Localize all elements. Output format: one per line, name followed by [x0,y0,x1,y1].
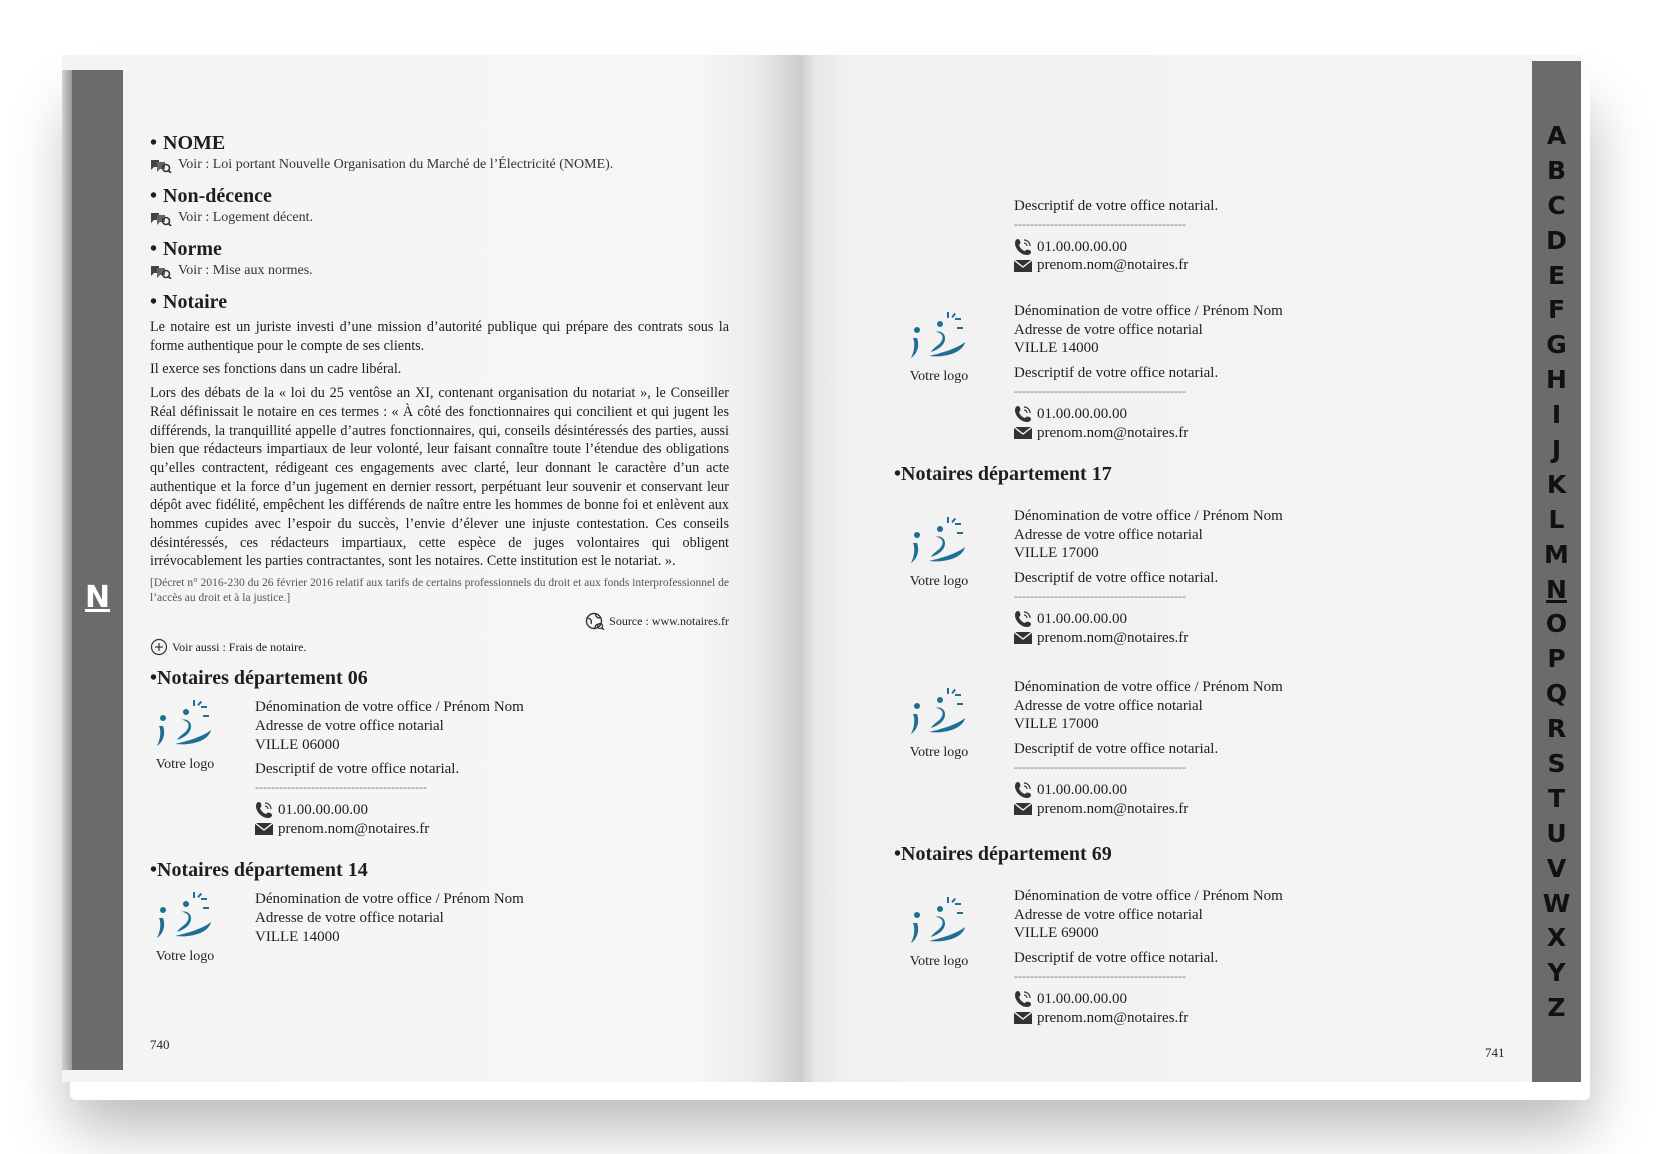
alphabet-tab-h[interactable]: H [1546,365,1567,395]
see-reference-icon [150,263,172,279]
logo-placeholder [150,698,220,773]
office-name: Dénomination de votre office / Prénom Nom [1014,508,1283,524]
alphabet-tab-n[interactable]: N [1546,574,1567,604]
notary-logo-icon [153,890,217,942]
entry-term: NOME [163,132,226,154]
office-city: VILLE 06000 [255,736,340,753]
entry-nome: • NOME Voir : Loi portant Nouvelle Organisation du Marché de l’Électricité (NOME). [150,132,614,172]
logo-placeholder [904,310,974,385]
see-reference-icon [150,210,172,226]
phone-icon [1014,610,1032,628]
mail-icon [1014,259,1032,273]
separator: ------------------------------------------- [255,780,427,793]
logo-caption: Votre logo [909,574,969,589]
entry-norme: • Norme Voir : Mise aux normes. [150,238,313,278]
mail-icon [1014,631,1032,645]
separator: ------------------------------------------- [1014,969,1186,982]
alphabet-tab-d[interactable]: D [1546,225,1567,255]
alphabet-tab-k[interactable]: K [1546,469,1567,499]
office-listing [150,690,729,858]
logo-caption: Votre logo [909,745,969,760]
entry-notaire: • Notaire Le notaire est un juriste investi d’une mission d’autorité publique qui prépare des contrats sous la forme authentique pour le compte de ses clients. Il exerce ses fonctions dans un cadre libéral. Lors des débats de la « loi du 25 ventôse an XI, contenant organisation du notariat », le Conseiller Réal définissait le notaire en ces termes : « À côté des fonctionnaires qui concilient et qui jugent les différends, la tranquillité appelle d’autres fonctionnaires, qui, conseils désintéressés des parties, aussi bien que rédacteurs impartiaux de leur volonté, leur faisant connaître toute l’étendue des obligations qu’elles contractent, rédigeant ces engagements avec clarté, leur donnant le caractère d’un acte authentique et la force d’un jugement en dernier ressort, perpétuant leur souvenir et conservant leur dépôt avec fidélité, empêchent les différends de naître entre les hommes de bonne foi et enlèvent aux hommes cupides avec l’espoir du succès, l’envie d’élever une injuste contestation. Ces conseils désintéressés, ces rédacteurs impartiaux, cette espèce de juges volontaires qui obligent irrévocablement les parties contractantes, sont les notaires. Cette institution est le notariat. ». [Décret n° 2016-230 du 26 février 2016 relatif aux tarifs de certains professionnels du droit et aux fonds interprofessionnel de l’accès au droit et à la justice.] Source : www.notaires.fr Voir aussi : Frais de notaire. [150,290,729,656]
alphabet-tab-p[interactable]: P [1547,644,1566,674]
alphabet-tab-q[interactable]: Q [1545,679,1568,709]
logo-placeholder [150,890,220,965]
office-info [1014,302,1283,442]
office-phone[interactable]: 01.00.00.00.00 [1037,610,1127,627]
office-info [255,698,524,838]
alphabet-tab-j[interactable]: J [1551,435,1562,465]
separator: ------------------------------------------- [1014,384,1186,397]
office-address: Adresse de votre office notarial [1014,697,1203,714]
definition-paragraph: Il exerce ses fonctions dans un cadre libéral. [150,361,402,378]
logo-placeholder [904,515,974,590]
logo-caption: Votre logo [155,757,215,773]
phone-icon [255,801,273,819]
letter-band [72,70,123,1070]
alphabet-tab-o[interactable]: O [1545,609,1568,639]
alphabet-index [1532,119,1581,1026]
logo-caption: Votre logo [155,949,215,965]
logo-caption: Votre logo [909,369,969,384]
alphabet-tab-u[interactable]: U [1546,818,1567,848]
alphabet-tab-y[interactable]: Y [1547,958,1566,988]
dept-14-section: •Notaires département 14 Votre logo Dénomination de votre office / Prénom Nom Adresse de votre office notarial VILLE 14000 [150,858,729,972]
logo-placeholder [904,895,974,970]
office-description: Descriptif de votre office notarial. [255,761,460,778]
office-info [1014,678,1283,818]
dept-title: Notaires département 14 [157,859,368,882]
office-city: VILLE 69000 [1014,925,1099,942]
alphabet-tab-band [1532,61,1581,1082]
entry-term: Non-décence [163,185,272,207]
office-phone[interactable]: 01.00.00.00.00 [278,801,368,818]
separator: ------------------------------------------- [1014,589,1186,602]
office-email[interactable]: prenom.nom@notaires.fr [1037,424,1189,441]
see-reference-icon [150,157,172,173]
dept-title: Notaires département 17 [901,463,1112,485]
office-description: Descriptif de votre office notarial. [1014,570,1219,587]
logo-caption: Votre logo [909,954,969,969]
dept-title: Notaires département 69 [901,843,1112,865]
phone-icon [1014,990,1032,1008]
office-email[interactable]: prenom.nom@notaires.fr [1037,800,1189,817]
phone-icon [1014,405,1032,423]
alphabet-tab-f[interactable]: F [1547,295,1566,325]
office-name: Dénomination de votre office / Prénom Nom [1014,679,1283,695]
dept-06-section: •Notaires département 06 Votre logo Dénomination de votre office / Prénom Nom Adresse de votre office notarial VILLE 06000 Descriptif de votre office notarial. ------------------------------------------- 01.00.00.00.00 prenom.nom@notaires.fr [150,666,729,858]
notary-logo-icon [907,310,971,362]
office-name: Dénomination de votre office / Prénom Nom [255,699,524,716]
entry-term: Notaire [163,291,228,313]
notary-logo-icon [153,698,217,750]
office-city: VILLE 14000 [255,928,340,945]
entry-term: Norme [163,238,222,260]
office-phone[interactable]: 01.00.00.00.00 [1037,781,1127,798]
office-email[interactable]: prenom.nom@notaires.fr [1037,629,1189,646]
alphabet-tab-i[interactable]: I [1551,400,1562,430]
office-email[interactable]: prenom.nom@notaires.fr [1037,257,1189,274]
alphabet-tab-t[interactable]: T [1547,783,1566,813]
right-page [799,55,1581,1082]
alphabet-tab-v[interactable]: V [1546,853,1567,883]
dept-69-title: •Notaires département 69 [894,843,1112,865]
office-city: VILLE 17000 [1014,716,1099,733]
page-edge [62,70,72,1070]
office-email[interactable]: prenom.nom@notaires.fr [278,820,430,837]
office-email[interactable]: prenom.nom@notaires.fr [1037,1009,1189,1026]
office-name: Dénomination de votre office / Prénom Nom [255,891,524,908]
mail-icon [1014,1011,1032,1025]
office-description: Descriptif de votre office notarial. [1014,198,1219,214]
office-description: Descriptif de votre office notarial. [1014,950,1219,967]
office-description: Descriptif de votre office notarial. [1014,741,1219,758]
mail-icon [1014,426,1032,440]
mail-icon [255,822,273,836]
globe-icon [585,612,605,630]
dept-title: Notaires département 06 [157,667,368,690]
office-city: VILLE 17000 [1014,545,1099,562]
dept-17-title: •Notaires département 17 [894,463,1112,485]
alphabet-tab-l[interactable]: L [1548,504,1565,534]
alphabet-tab-s[interactable]: S [1547,749,1566,779]
see-reference[interactable]: Voir : Loi portant Nouvelle Organisation du Marché de l’Électricité (NOME). [178,157,614,172]
alphabet-tab-m[interactable]: M [1544,539,1569,569]
office-listing [150,882,729,972]
office-address: Adresse de votre office notarial [1014,321,1203,338]
see-reference[interactable]: Voir : Logement décent. [178,210,314,225]
alphabet-tab-g[interactable]: G [1546,330,1567,360]
alphabet-tab-w[interactable]: W [1542,888,1571,918]
alphabet-tab-x[interactable]: X [1546,923,1567,953]
alphabet-tab-r[interactable]: R [1546,714,1567,744]
source-link[interactable]: Source : www.notaires.fr [609,613,729,628]
office-address: Adresse de votre office notarial [255,717,444,734]
definition-paragraph: Le notaire est un juriste investi d’une mission d’autorité publique qui prépare des contrats sous la forme authentique pour le compte de ses clients. [150,319,729,354]
mail-icon [1014,802,1032,816]
office-info [1014,507,1283,647]
page-number: 740 [150,1037,170,1052]
left-page [62,55,799,1082]
office-phone[interactable]: 01.00.00.00.00 [1037,990,1127,1007]
notary-logo-icon [907,515,971,567]
office-name: Dénomination de votre office / Prénom Nom [1014,303,1283,319]
office-phone[interactable]: 01.00.00.00.00 [1037,405,1127,422]
phone-icon [1014,781,1032,799]
plus-circle-icon [150,638,168,656]
phone-icon [1014,238,1032,256]
office-address: Adresse de votre office notarial [1014,526,1203,543]
section-letter: N [84,580,111,615]
separator: ------------------------------------------- [1014,217,1186,230]
see-reference[interactable]: Voir : Mise aux normes. [178,263,313,278]
alphabet-tab-b[interactable]: B [1546,155,1567,185]
alphabet-tab-z[interactable]: Z [1547,993,1566,1023]
alphabet-tab-c[interactable]: C [1547,190,1566,220]
office-info [255,890,524,946]
legal-reference: [Décret n° 2016-230 du 26 février 2016 relatif aux tarifs de certains professionnels du droit et aux fonds interprofessionnel de l’accès au droit et à la justice.] [150,577,729,605]
left-column [150,131,729,972]
office-address: Adresse de votre office notarial [255,909,444,926]
notary-logo-icon [907,895,971,947]
office-info [1014,887,1283,1027]
alphabet-tab-a[interactable]: A [1546,121,1567,150]
office-name: Dénomination de votre office / Prénom Nom [1014,888,1283,904]
office-description: Descriptif de votre office notarial. [1014,365,1219,382]
definition-paragraph: Lors des débats de la « loi du 25 ventôse an XI, contenant organisation du notariat », le Conseiller Réal définissait le notaire en ces termes : « À côté des fonctionnaires qui concilient et qui jugent les différends, la tranquillité appelle d’autres fonctionnaires, qui, conseils désintéressés des parties, aussi bien que rédacteurs impartiaux de leur volonté, leur faisant connaître toute l’étendue des obligations qu’elles contractent, rédigeant ces engagements avec clarté, leur donnant le caractère d’un acte authentique et la force d’un jugement en dernier ressort, perpétuant leur souvenir et conservant leur dépôt avec fidélité, empêchent les différends de naître entre les hommes de bonne foi et enlèvent aux hommes cupides avec l’espoir du succès, l’envie d’élever une injuste contestation. Ces conseils désintéressés, ces rédacteurs impartiaux, cette espèce de juges volontaires qui obligent irrévocablement les parties contractantes, sont les notaires. Cette institution est le notariat. ». [150,385,729,570]
office-city: VILLE 14000 [1014,340,1099,357]
entry-non-decence: • Non-décence Voir : Logement décent. [150,185,314,225]
office-info-continued [1014,197,1242,275]
office-address: Adresse de votre office notarial [1014,906,1203,923]
office-phone[interactable]: 01.00.00.00.00 [1037,238,1127,255]
separator: ------------------------------------------- [1014,760,1186,773]
page-number: 741 [1485,1045,1505,1060]
alphabet-tab-e[interactable]: E [1547,260,1566,290]
see-also-link[interactable]: Voir aussi : Frais de notaire. [172,639,307,654]
logo-placeholder [904,686,974,761]
notary-logo-icon [907,686,971,738]
